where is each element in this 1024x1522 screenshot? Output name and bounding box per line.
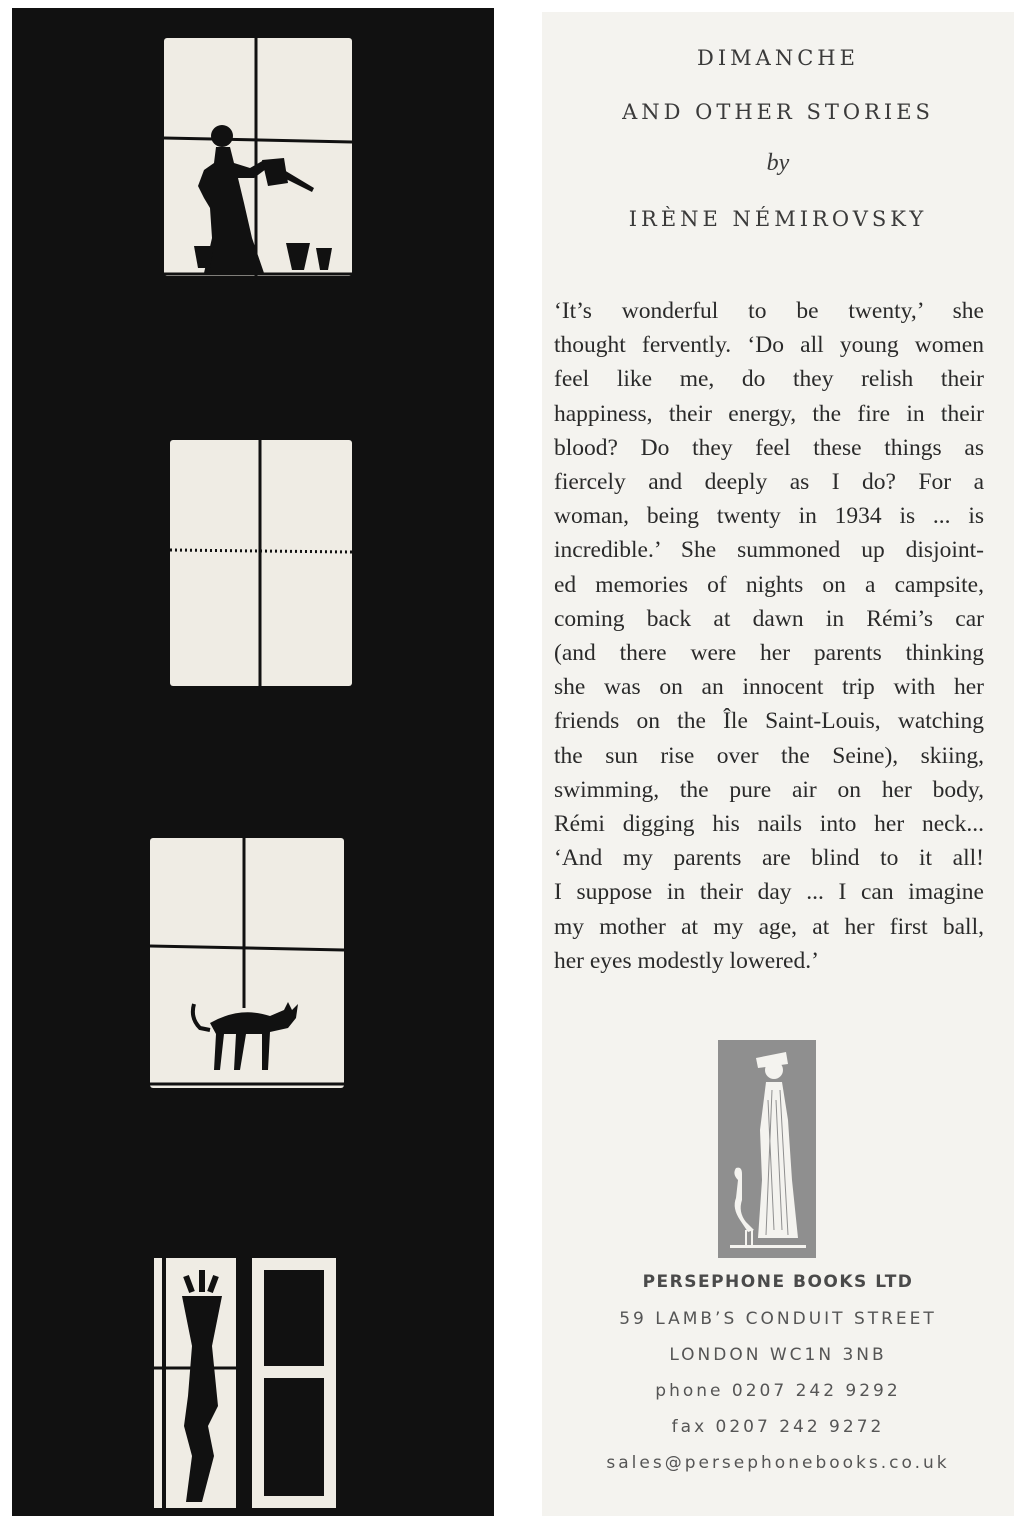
book-title: DIMANCHE [697, 46, 859, 70]
publisher-phone: phone 0207 242 9292 [655, 1381, 901, 1401]
publisher-city: LONDON WC1N 3NB [669, 1345, 887, 1365]
excerpt-line: happiness, their energy, the fire in their [554, 400, 984, 427]
bookmark-front-panel [12, 8, 494, 1516]
excerpt-line: her eyes modestly lowered.’ [554, 947, 819, 974]
excerpt-line: incredible.’ She summoned up disjoint- [554, 537, 984, 564]
book-subtitle: AND OTHER STORIES [622, 100, 934, 124]
woman-watering-silhouette-icon [164, 38, 352, 276]
author-name: IRÈNE NÉMIROVSKY [628, 207, 928, 231]
window-vase [152, 1256, 340, 1514]
window-woman-watering [164, 38, 352, 276]
window-cat [150, 838, 344, 1088]
flower-vase-open-window-icon [152, 1256, 340, 1514]
book-excerpt [554, 294, 984, 978]
publisher-street: 59 LAMB’S CONDUIT STREET [619, 1309, 937, 1329]
excerpt-line: swimming, the pure air on her body, [554, 776, 984, 803]
excerpt-line: my mother at my age, at her first ball, [554, 913, 984, 940]
excerpt-line: blood? Do they feel these things as [554, 434, 984, 461]
cat-silhouette-icon [150, 838, 344, 1088]
excerpt-line: ‘And my parents are blind to it all! [554, 845, 984, 872]
publisher-fax: fax 0207 242 9272 [671, 1417, 885, 1437]
excerpt-line: feel like me, do they relish their [554, 366, 984, 393]
excerpt-line: friends on the Île Saint-Louis, watching [554, 708, 984, 735]
excerpt-line: ‘It’s wonderful to be twenty,’ she [554, 298, 984, 324]
publisher-email[interactable]: sales@persephonebooks.co.uk [606, 1453, 950, 1473]
excerpt-line: she was on an innocent trip with her [554, 674, 984, 701]
excerpt-line: the sun rise over the Seine), skiing, [554, 742, 984, 769]
excerpt-line: fiercely and deeply as I do? For a [554, 469, 984, 496]
window-frame-icon [170, 440, 352, 686]
window-empty [170, 440, 352, 686]
excerpt-line: (and there were her parents thinking [554, 640, 984, 667]
excerpt-line: Rémi digging his nails into her neck... [554, 811, 984, 838]
publisher-name: PERSEPHONE BOOKS LTD [642, 1272, 914, 1292]
excerpt-line: thought fervently. ‘Do all young women [554, 332, 984, 359]
excerpt-line: coming back at dawn in Rémi’s car [554, 605, 984, 632]
excerpt-line: woman, being twenty in 1934 is ... is [554, 503, 984, 530]
greek-woman-with-scroll-and-crane-icon [718, 1040, 816, 1258]
excerpt-line: I suppose in their day ... I can imagine [554, 879, 984, 906]
by-label: by [766, 150, 790, 176]
bookmark-back-panel [542, 12, 1014, 1516]
excerpt-line: ed memories of nights on a campsite, [554, 571, 984, 598]
